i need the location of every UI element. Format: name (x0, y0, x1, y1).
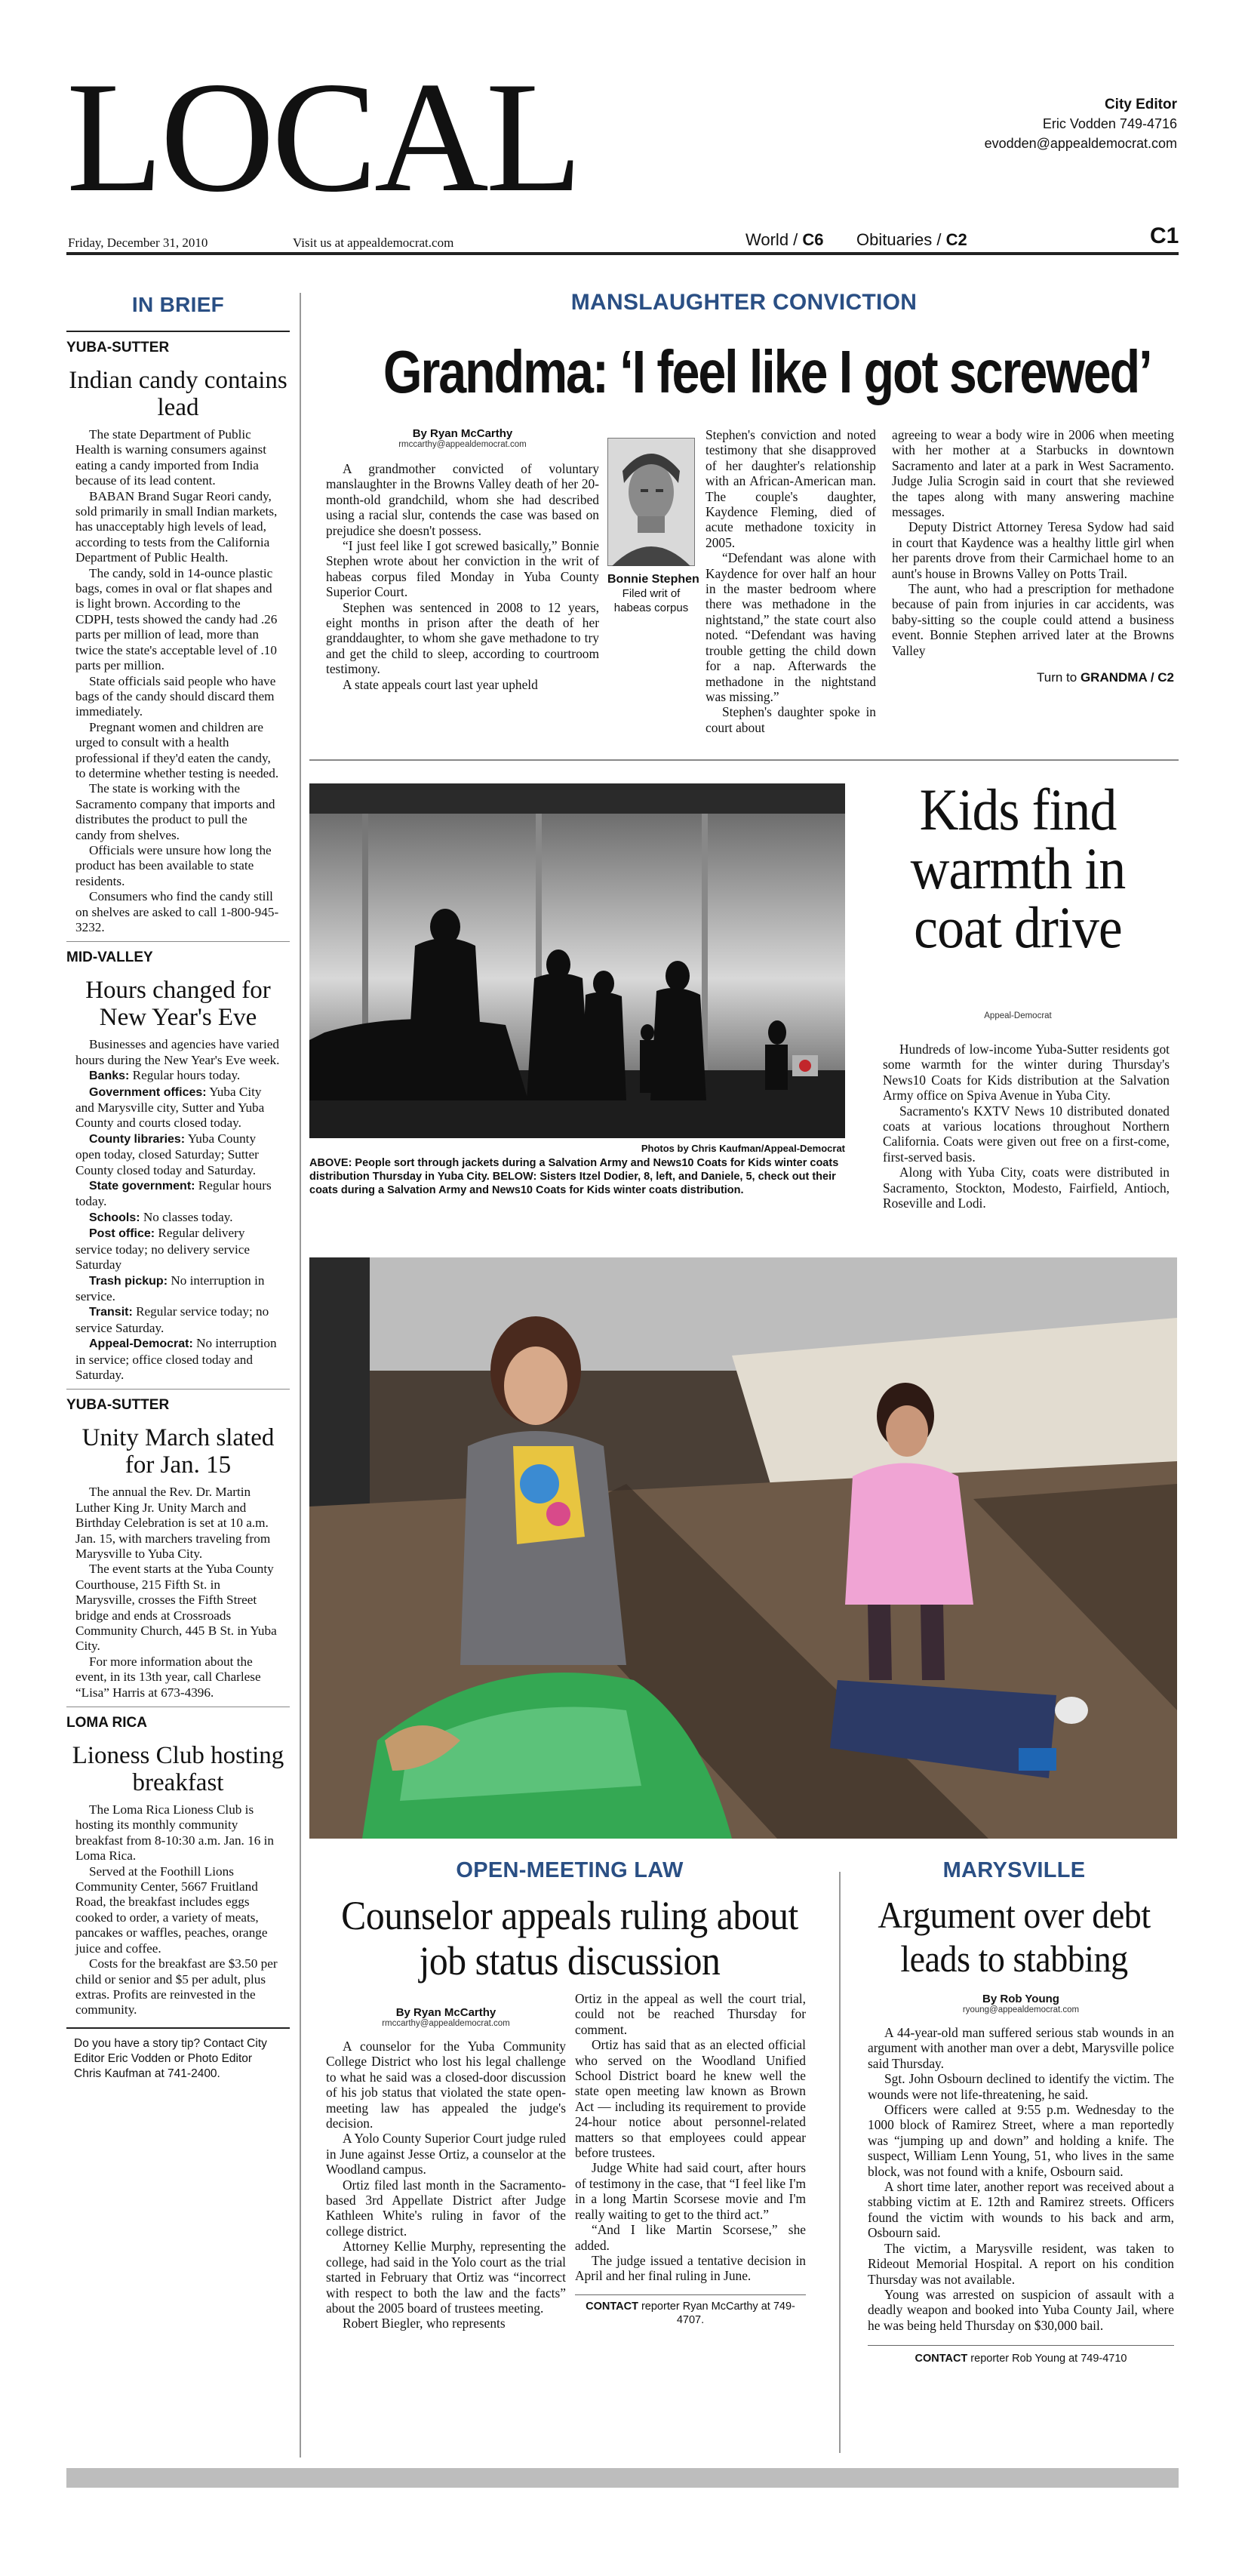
lead-paragraph: agreeing to wear a body wire in 2006 when meeting with her mother at a Starbucks in downtown Sacramento and later at a park in West Sacramento. Judge Julia Scrogin said in court that she reviewed the tapes along with many answering machine messages. (892, 427, 1174, 520)
brief-paragraph: The Loma Rica Lioness Club is hosting its monthly community breakfast from 8-10:30 a.m. Jan. 16 in Loma Rica. (75, 1802, 274, 1864)
lead-paragraph: A grandmother convicted of voluntary manslaughter in the Browns Valley death of her 20-month-old grandchild, whom she had described using a racial slur, contends the case was based on prejudice she doesn't possess. (326, 461, 599, 538)
in-brief-rule (66, 331, 290, 332)
coat-paragraph: Along with Yuba City, coats were distributed in Sacramento, Stockton, Modesto, Fairfield, Antioch, Roseville and Lodi. (883, 1165, 1170, 1211)
stab-paragraph: A 44-year-old man suffered serious stab wounds in an argument with another man over a debt, Marysville police said Thursday. (868, 2025, 1174, 2071)
schedule-label: Government offices: (89, 1085, 207, 1099)
meeting-contact-label: CONTACT (586, 2300, 638, 2313)
lead-col1-text (326, 461, 599, 692)
meeting-paragraph: A counselor for the Yuba Community College District who lost his legal challenge to what he said was a closed-door discussion of his job status that violated the state open-meeting law has appealed the judge's decision. (326, 2039, 566, 2131)
meeting-col1 (326, 2006, 566, 2331)
brief-paragraph: BABAN Brand Sugar Reori candy, sold primarily in small Indian markets, has unacceptably high levels of lead, according to tests from the California Department of Public Health. (75, 488, 278, 565)
lead-byline: By Ryan McCarthy (412, 427, 513, 440)
schedule-text: No interruption in service. (75, 1273, 265, 1303)
brief-divider (66, 1389, 290, 1390)
schedule-label: Appeal-Democrat: (89, 1337, 193, 1351)
lead-paragraph: The aunt, who had a prescription for methadone because of pain from injuries in car accidents, was baby-sitting so the couple could attend a business event. Bonnie Stephen arrived later at the Browns Valley (892, 581, 1174, 658)
coat-paragraph: Sacramento's KXTV News 10 distributed donated coats at various locations throughout Northern California. Coats were given out free on a first-come, first-served basis. (883, 1103, 1170, 1165)
brief-headline: Hours changed for New Year's Eve (85, 977, 271, 1032)
schedule-text: Regular hours today. (129, 1068, 241, 1083)
coat-text (883, 1042, 1170, 1211)
stab-paragraph: Sgt. John Osbourn declined to identify the victim. The wounds were not life-threatening, he said. (868, 2071, 1174, 2102)
mug-name: Bonnie Stephen (607, 573, 699, 586)
masthead-rule (66, 252, 1179, 255)
lead-paragraph: A state appeals court last year upheld (343, 676, 538, 692)
lead-headline: Grandma: ‘I feel like I got screwed’ (383, 338, 1151, 405)
meeting-contact-rule (575, 2294, 806, 2295)
story-tip: Do you have a story tip? Contact City Editor Eric Vodden or Photo Editor Chris Kaufman at 741-2400. (74, 2036, 267, 2080)
schedule-text: Yuba City and Marysville city, Sutter and Yuba County and courts closed today. (75, 1084, 265, 1131)
brief-paragraph: Officials were unsure how long the product has been available to state residents. (75, 842, 272, 888)
jump-target: GRANDMA / C2 (1080, 670, 1174, 685)
brief-paragraph: Costs for the breakfast are $3.50 per child or senior and $5 per adult, plus extras. Profits are reinvested in the community. (75, 1956, 278, 2017)
stab-contact-label: CONTACT (915, 2353, 968, 2365)
meeting-email: rmccarthy@appealdemocrat.com (382, 2019, 510, 2028)
meeting-paragraph: “And I like Martin Scorsese,” she added. (575, 2222, 806, 2253)
schedule-text: No classes today. (140, 1209, 233, 1224)
schedule-entry (75, 1085, 281, 1131)
stab-text (868, 2025, 1174, 2333)
stab-paragraph: Officers were called at 9:55 p.m. Wednesday to the 1000 block of Ramirez Street, where a man reportedly was “jumping up and down” and holding a knife. The suspect, William Lenn Young, 51, who lives in the same block, was not found with a knife, Osbourn said. (868, 2102, 1174, 2179)
lead-col3 (892, 427, 1174, 658)
brief-item (66, 941, 290, 1383)
coat-sorting-photo (309, 783, 845, 1138)
lead-paragraph: Stephen's daughter spoke in court about (706, 704, 876, 735)
schedule-entry (75, 1210, 281, 1226)
sisters-coats-photo (309, 1257, 1177, 1839)
meeting-col1-text (326, 2039, 566, 2331)
brief-item (66, 1707, 290, 2018)
meeting-contact (575, 2300, 806, 2327)
mug-shot (607, 438, 699, 615)
stab-paragraph: The victim, a Marysville resident, was taken to Rideout Memorial Hospital. A report on his condition Thursday was not available. (868, 2240, 1174, 2287)
meeting-contact-text: reporter Ryan McCarthy at 749-4707. (638, 2300, 795, 2326)
coat-photo-bottom (309, 1257, 1177, 1839)
world-page: C6 (802, 230, 824, 249)
stab-contact-text: reporter Rob Young at 749-4710 (967, 2353, 1127, 2365)
brief-region: YUBA-SUTTER (66, 340, 170, 355)
jump-prefix: Turn to (1036, 670, 1077, 685)
stab-contact-rule (868, 2345, 1174, 2346)
brief-paragraph: The annual the Rev. Dr. Martin Luther King Jr. Unity March and Birthday Celebration is set at 10 a.m. Jan. 15, with marchers traveling from Marysville to Yuba City. (75, 1485, 271, 1561)
lead-paragraph: Deputy District Attorney Teresa Sydow had said in court that Kaydence was a healthy little girl when her parents drove from their Carmichael home to an aunt's house in Browns Valley on Potts Trail. (892, 519, 1174, 581)
brief-item (66, 340, 290, 935)
brief-paragraph: The state Department of Public Health is warning consumers against eating a candy imported from India because of its lead content. (75, 427, 266, 488)
lead-paragraph: Stephen's conviction and noted testimony that she disapproved of her daughter's relationship with an African-American man. The couple's daughter, Kaydence Fleming, died of acute methadone toxicity in 2005. (706, 427, 876, 550)
schedule-text: No interruption in service; office closed today and Saturday. (75, 1336, 277, 1382)
in-brief-title: IN BRIEF (131, 293, 225, 316)
meeting-paragraph: Robert Biegler, who represents (343, 2316, 506, 2331)
schedule-entry (75, 1131, 281, 1178)
meeting-paragraph: Attorney Kellie Murphy, representing the college, had said in the Yolo court as the trial started in February that Ortiz was “incorrect with respect to both the law and the facts” about the 2005 board of trustees meeting. (326, 2239, 566, 2316)
brief-paragraph: The candy, sold in 14-ounce plastic bags, comes in oval or flat shapes and is light brown. According to the CDPH, tests showed the candy had .26 parts per million of lead, more than twice the state's acceptable level of .10 parts per million. (75, 565, 278, 673)
meeting-col2-text (575, 1991, 806, 2284)
schedule-entry (75, 1178, 281, 1210)
schedule-text: Regular service today; no service Saturday. (75, 1304, 269, 1335)
brief-headline: Lioness Club hosting breakfast (72, 1742, 284, 1797)
photo-credit: Photos by Chris Kaufman/Appeal-Democrat (641, 1143, 845, 1154)
brief-paragraph: The state is working with the Sacramento company that imports and distributes the product to pull the candy from shelves. (75, 781, 275, 842)
brief-region: MID-VALLEY (66, 949, 153, 966)
page-number: C1 (1150, 223, 1179, 248)
lead-paragraph: “I just feel like I got screwed basically,” Bonnie Stephen wrote about her conviction in the writ of habeas corpus filed Monday in Yuba County Superior Court. (326, 538, 599, 600)
stab-byline: By Rob Young (982, 1993, 1059, 2005)
obits-label: Obituaries / (856, 230, 942, 249)
editor-phone: Eric Vodden 749-4716 (1042, 116, 1177, 131)
lead-col3-wrap (892, 427, 1174, 685)
schedule-entry (75, 1336, 281, 1383)
schedule-entry (75, 1273, 281, 1305)
brief-paragraph: Businesses and agencies have varied hours during the New Year's Eve week. (75, 1037, 280, 1067)
footer-bar (66, 2468, 1179, 2488)
brief-item (66, 1389, 290, 1700)
lead-col1 (326, 427, 599, 692)
brief-paragraph: Consumers who find the candy still on shelves are asked to call 1-800-945-3232. (75, 889, 279, 934)
brief-region: YUBA-SUTTER (66, 1397, 170, 1414)
lead-email: rmccarthy@appealdemocrat.com (398, 440, 527, 449)
tip-rule (66, 2027, 290, 2029)
meeting-paragraph: Judge White had said court, after hours of testimony in the case, that “I feel like I'm in a long Martin Scorsese movie and I'm really waiting to get to the third act.” (575, 2160, 806, 2222)
bottom-column-divider (839, 1872, 841, 2453)
stab-kicker: MARYSVILLE (942, 1858, 1086, 1882)
coat-photo-top (309, 783, 845, 1138)
lead-kicker: MANSLAUGHTER CONVICTION (570, 290, 918, 315)
stab-paragraph: A short time later, another report was received about a stabbing victim at E. 12th and Ramirez streets. Officers found the victim with wounds to his back and arm, Osbourn said. (868, 2179, 1174, 2241)
schedule-label: State government: (89, 1180, 195, 1193)
schedule-text: Yuba County open today, closed Saturday; Sutter County closed today and Saturday. (75, 1131, 259, 1177)
lead-paragraph: “Defendant was alone with Kaydence for over half an hour in the master bedroom where there was methadone in the nightstand,” the state court also noted. “Defendant was having trouble getting the child down for a nap. Afterwards the methadone in the nightstand was missing.” (706, 550, 876, 704)
schedule-entry (75, 1226, 281, 1273)
schedule-label: County libraries: (89, 1132, 186, 1146)
schedule-label: Post office: (89, 1227, 155, 1241)
brief-paragraph: Served at the Foothill Lions Community Center, 5667 Fruitland Road, the breakfast includes eggs cooked to order, a variety of meats, pancakes or waffles, peaches, orange juice and coffee. (75, 1864, 268, 1956)
meeting-paragraph: The judge issued a tentative decision in April and her final ruling in June. (575, 2252, 806, 2284)
schedule-label: Schools: (89, 1211, 140, 1224)
dateline-website: Visit us at appealdemocrat.com (293, 235, 454, 250)
mug-caption: Filed writ of habeas corpus (613, 587, 689, 614)
world-label: World / (745, 230, 798, 249)
obituaries-link[interactable] (856, 230, 967, 250)
stab-body (868, 1993, 1174, 2365)
meeting-paragraph: A Yolo County Superior Court judge ruled in June against Jesse Ortiz, a counselor at the Woodland campus. (326, 2131, 566, 2177)
photo-caption: ABOVE: People sort through jackets during a Salvation Army and News10 Coats for Kids winter coats distribution Thursday in Yuba City. BELOW: Sisters Itzel Dodier, 8, left, and Daniele, 5, check out their coats during a Salvation Army and News10 Coats for Kids winter coats distribution. (309, 1157, 839, 1196)
brief-paragraph: Pregnant women and children are urged to consult with a health professional if they'd eaten the candy, to determine whether testing is needed. (75, 719, 279, 780)
schedule-text: Regular hours today. (75, 1178, 272, 1209)
brief-headline: Unity March slated for Jan. 15 (81, 1424, 275, 1479)
coat-headline: Kids find warmth in coat drive (910, 777, 1126, 960)
meeting-headline: Counselor appeals ruling about job status discussion (341, 1893, 798, 1984)
meeting-byline: By Ryan McCarthy (395, 2006, 496, 2019)
brief-headline: Indian candy contains lead (69, 367, 287, 421)
dateline-date: Friday, December 31, 2010 (68, 235, 208, 250)
meeting-paragraph: Ortiz has said that as an elected official who served on the Woodland Unified School District board he knew well the state open meeting law known as Brown Act — including its requirement to provide 24-hour notice about personnel-related matters so that employees could appear before trustees. (575, 2037, 806, 2161)
brief-divider (66, 941, 290, 942)
lead-paragraph: Stephen was sentenced in 2008 to 12 years, eight months in prison after the death of her granddaughter, to whom she gave methadone to try and get the child to sleep, according to courtroom testimony. (326, 599, 599, 677)
coat-paragraph: Hundreds of low-income Yuba-Sutter residents got some warmth for the winter during Thursday's News10 Coats for Kids distribution at the Salvation Army office on Spiva Avenue in Yuba City. (883, 1042, 1170, 1103)
schedule-label: Transit: (89, 1306, 133, 1319)
mug-photo (607, 438, 695, 566)
schedule-label: Banks: (89, 1069, 130, 1083)
brief-paragraph: State officials said people who have bags of the candy should discard them immediately. (75, 673, 276, 719)
meeting-paragraph: Ortiz in the appeal as well the court trial, could not be reached Thursday for comment. (575, 1991, 806, 2037)
lead-col2 (706, 427, 876, 735)
section-title: LOCAL (66, 50, 579, 225)
meeting-kicker: OPEN-MEETING LAW (456, 1858, 684, 1882)
lead-bottom-rule (309, 759, 1179, 761)
stab-paragraph: Young was arrested on suspicion of assault with a deadly weapon and booked into Yuba County Jail, where he was being held Thursday on $30,000 bail. (868, 2286, 1174, 2333)
schedule-entry (75, 1304, 281, 1336)
brief-paragraph: The event starts at the Yuba County Courthouse, 215 Fifth St. in Marysville, crosses the Fifth Street bridge and ends at Crossroads Community Church, 445 B St. in Yuba City. (75, 1562, 277, 1654)
in-brief-column (66, 263, 290, 2082)
meeting-paragraph: Ortiz filed last month in the Sacramento-based 3rd Appellate District after Judge Kathleen White's ruling in favor of the college district. (326, 2177, 566, 2239)
obits-page: C2 (945, 230, 967, 249)
editor-email: evodden@appealdemocrat.com (984, 136, 1177, 151)
schedule-text: Regular delivery service today; no delivery service Saturday (75, 1226, 250, 1273)
brief-region: LOMA RICA (66, 1715, 147, 1731)
lead-jump[interactable] (892, 670, 1174, 685)
stab-email: ryoung@appealdemocrat.com (962, 2005, 1080, 2014)
column-divider (300, 293, 301, 2458)
stab-headline: Argument over debt leads to stabbing (878, 1894, 1151, 1980)
meeting-col2 (575, 1991, 806, 2327)
stab-contact (868, 2352, 1174, 2365)
world-link[interactable] (745, 230, 824, 250)
brief-paragraph: For more information about the event, in its 13th year, call Charlese “Lisa” Harris at 673-4396. (75, 1654, 261, 1700)
schedule-label: Trash pickup: (89, 1274, 168, 1288)
brief-list (66, 340, 290, 2018)
editor-title: City Editor (1104, 97, 1177, 112)
coat-credit: Appeal-Democrat (984, 1011, 1052, 1020)
schedule-entry (75, 1068, 281, 1084)
